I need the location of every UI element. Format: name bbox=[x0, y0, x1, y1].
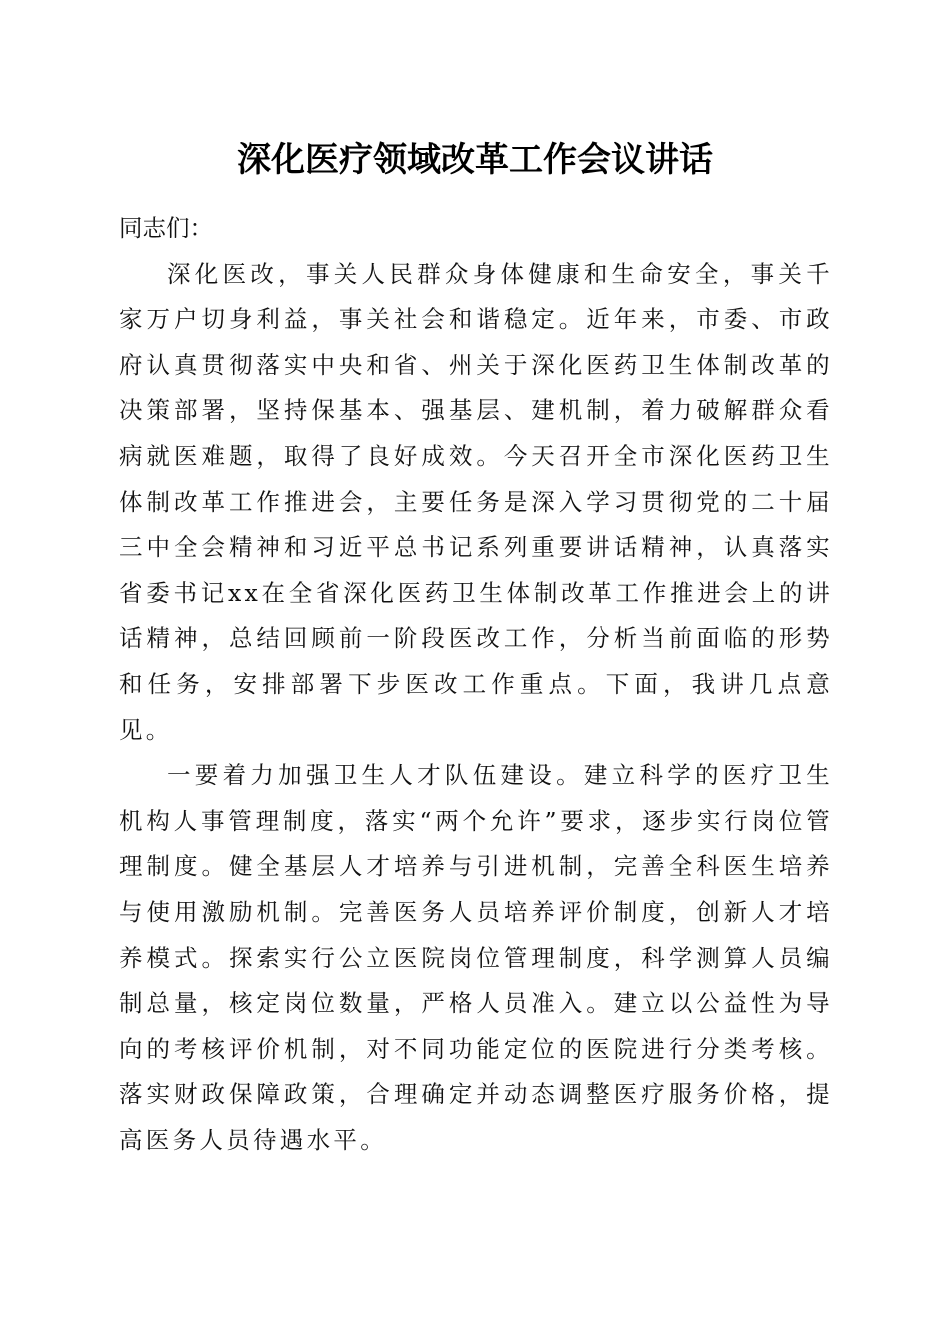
salutation: 同志们： bbox=[119, 214, 213, 242]
paragraph-talent-building: 一要着力加强卫生人才队伍建设。建立科学的医疗卫生机构人事管理制度，落实“两个允许”要求，逐步实行岗位管理制度。健全基层人才培养与引进机制，完善全科医生培养与使用激励机制。完善医务人员培养评价制度，创新人才培养模式。探索实行公立医院岗位管理制度，科学测算人员编制总量，核定岗位数量，严格人员准入。建立以公益性为导向的考核评价机制，对不同功能定位的医院进行分类考核。落实财政保障政策，合理确定并动态调整医疗服务价格，提高医务人员待遇水平。 bbox=[119, 761, 833, 1154]
document-title: 深化医疗领域改革工作会议讲话 bbox=[237, 140, 713, 180]
document-body bbox=[119, 206, 833, 1163]
paragraph-intro: 深化医改，事关人民群众身体健康和生命安全，事关千家万户切身利益，事关社会和谐稳定。近年来，市委、市政府认真贯彻落实中央和省、州关于深化医药卫生体制改革的决策部署，坚持保基本、强基层、建机制，着力破解群众看病就医难题，取得了良好成效。今天召开全市深化医药卫生体制改革工作推进会，主要任务是深入学习贯彻党的二十届三中全会精神和习近平总书记系列重要讲话精神，认真落实省委书记xx在全省深化医药卫生体制改革工作推进会上的讲话精神，总结回顾前一阶段医改工作，分析当前面临的形势和任务，安排部署下步医改工作重点。下面，我讲几点意见。 bbox=[119, 259, 833, 744]
